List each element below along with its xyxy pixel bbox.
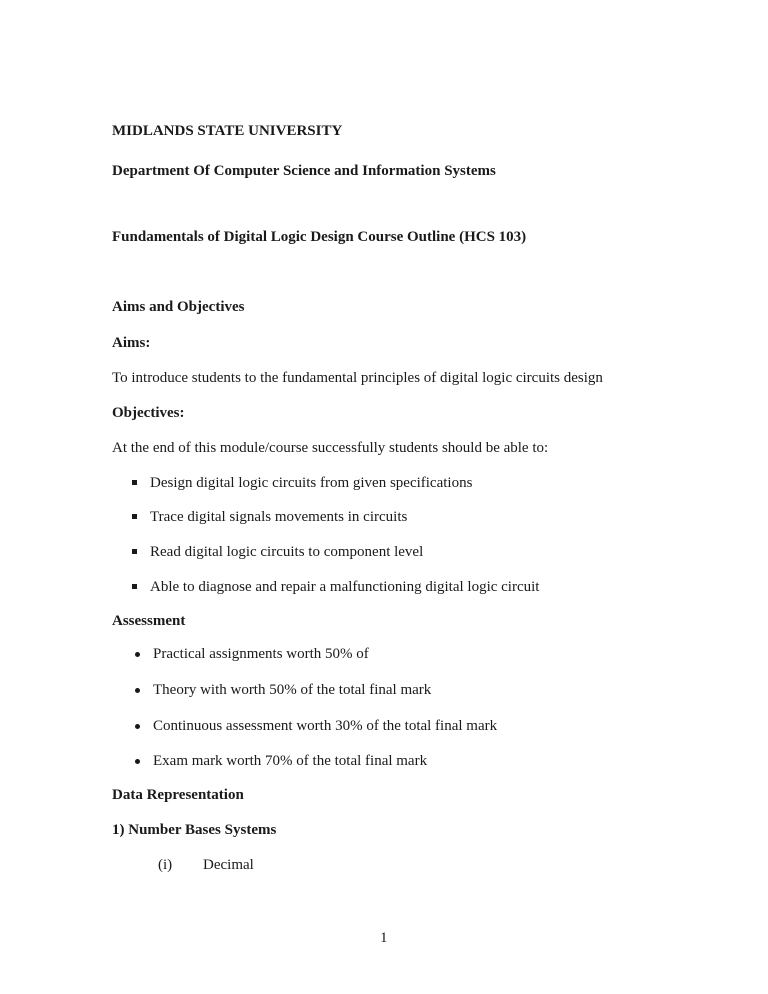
assessment-item: Exam mark worth 70% of the total final mark — [153, 753, 428, 769]
objective-item: Read digital logic circuits to component level — [150, 544, 424, 560]
round-bullet-icon — [135, 724, 140, 729]
square-bullet-icon — [132, 549, 137, 554]
square-bullet-icon — [132, 584, 137, 589]
course-title: Fundamentals of Digital Logic Design Course Outline (HCS 103) — [112, 229, 527, 245]
assessment-item: Theory with worth 50% of the total final mark — [153, 682, 432, 698]
aims-objectives-heading: Aims and Objectives — [112, 299, 245, 315]
round-bullet-icon — [135, 688, 140, 693]
assessment-item: Practical assignments worth 50% of — [153, 646, 369, 662]
aims-label: Aims: — [112, 335, 151, 351]
assessment-heading: Assessment — [112, 613, 186, 629]
objective-item: Trace digital signals movements in circuits — [150, 509, 408, 525]
assessment-item: Continuous assessment worth 30% of the total final mark — [153, 718, 498, 734]
objective-item: Able to diagnose and repair a malfunctioning digital logic circuit — [150, 579, 540, 595]
number-bases-heading: 1) Number Bases Systems — [112, 822, 277, 838]
list-marker: (i) — [158, 857, 173, 873]
objectives-label: Objectives: — [112, 405, 185, 421]
objective-item: Design digital logic circuits from given specifications — [150, 475, 473, 491]
data-representation-heading: Data Representation — [112, 787, 244, 803]
square-bullet-icon — [132, 514, 137, 519]
number-base-item: Decimal — [203, 857, 254, 873]
square-bullet-icon — [132, 480, 137, 485]
objectives-intro: At the end of this module/course successfully students should be able to: — [112, 440, 549, 456]
round-bullet-icon — [135, 759, 140, 764]
round-bullet-icon — [135, 652, 140, 657]
university-title: MIDLANDS STATE UNIVERSITY — [112, 123, 343, 139]
aims-text: To introduce students to the fundamental principles of digital logic circuits design — [112, 370, 603, 386]
department-title: Department Of Computer Science and Information Systems — [112, 163, 496, 179]
page-number: 1 — [380, 930, 388, 946]
